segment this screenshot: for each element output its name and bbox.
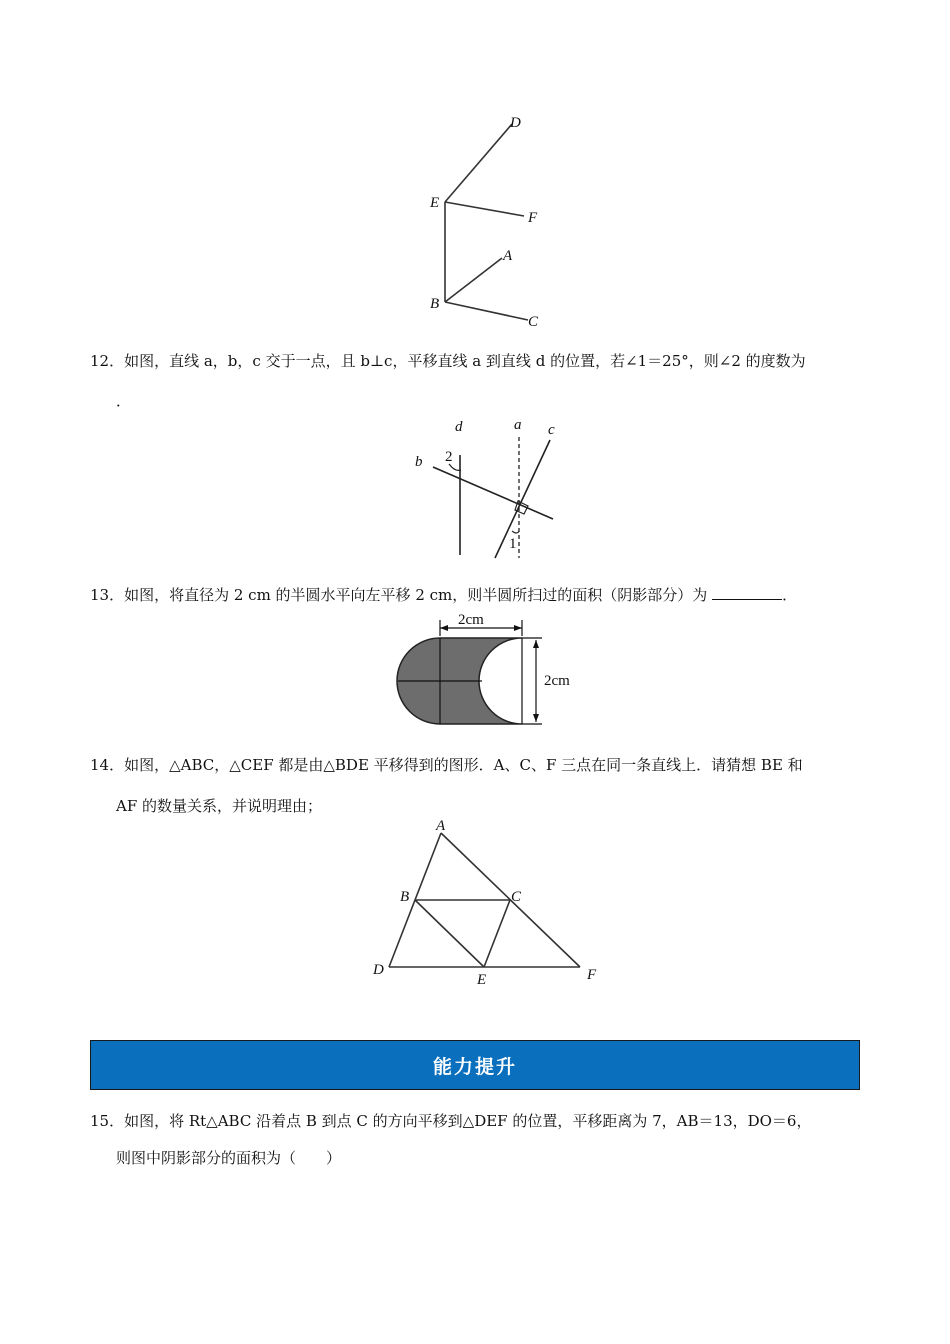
q14-line1-text: 14．如图，△ABC，△CEF 都是由△BDE 平移得到的图形．A、C、F 三点在同一条直线上．请猜想 BE 和 bbox=[90, 756, 803, 774]
q15-line1: 15．如图，将 Rt△ABC 沿着点 B 到点 C 的方向平移到△DEF 的位置，平移距离为 7，AB＝13，DO＝6， bbox=[90, 1112, 812, 1130]
q14-line2-text: AF 的数量关系，并说明理由； bbox=[116, 797, 323, 815]
figure-q14 bbox=[365, 815, 615, 990]
figure-q13 bbox=[390, 610, 590, 730]
label-F: F bbox=[528, 210, 538, 226]
q15-line2: 则图中阴影部分的面积为（ ） bbox=[116, 1149, 342, 1167]
label-B: B bbox=[430, 296, 440, 312]
label-d: d bbox=[455, 419, 463, 435]
figure-q11 bbox=[420, 110, 560, 335]
answer-blank[interactable] bbox=[712, 587, 782, 600]
q13-end: ． bbox=[782, 586, 798, 604]
q13-text bbox=[90, 584, 797, 605]
label-C: C bbox=[511, 889, 522, 905]
section-banner bbox=[90, 1040, 860, 1090]
label-D: D bbox=[373, 962, 384, 978]
q12-line2: ． bbox=[116, 392, 132, 410]
label-E: E bbox=[477, 972, 487, 988]
q13-text-body: 13．如图，将直径为 2 cm 的半圆水平向左平移 2 cm，则半圆所扫过的面积（阴影部分）为 bbox=[90, 586, 708, 604]
label-A: A bbox=[436, 818, 446, 834]
label-height: 2cm bbox=[544, 673, 570, 689]
label-E: E bbox=[430, 195, 440, 211]
label-B: B bbox=[400, 889, 410, 905]
section-title: 能力提升 bbox=[432, 1055, 517, 1078]
label-C: C bbox=[528, 314, 539, 330]
q14-line1 bbox=[90, 754, 803, 775]
label-F: F bbox=[587, 967, 597, 983]
label-angle1: 1 bbox=[509, 536, 517, 552]
q14-line2 bbox=[116, 795, 322, 816]
label-D: D bbox=[510, 115, 521, 131]
label-angle2: 2 bbox=[445, 449, 453, 465]
label-a: a bbox=[514, 417, 522, 433]
figure-q12 bbox=[405, 415, 575, 565]
label-A: A bbox=[503, 248, 513, 264]
label-b: b bbox=[415, 454, 423, 470]
q12-line1: 12．如图，直线 a，b，c 交于一点，且 b⊥c，平移直线 a 到直线 d 的位置，若∠1＝25°，则∠2 的度数为 bbox=[90, 352, 806, 370]
label-c: c bbox=[548, 422, 555, 438]
label-width: 2cm bbox=[458, 612, 484, 628]
